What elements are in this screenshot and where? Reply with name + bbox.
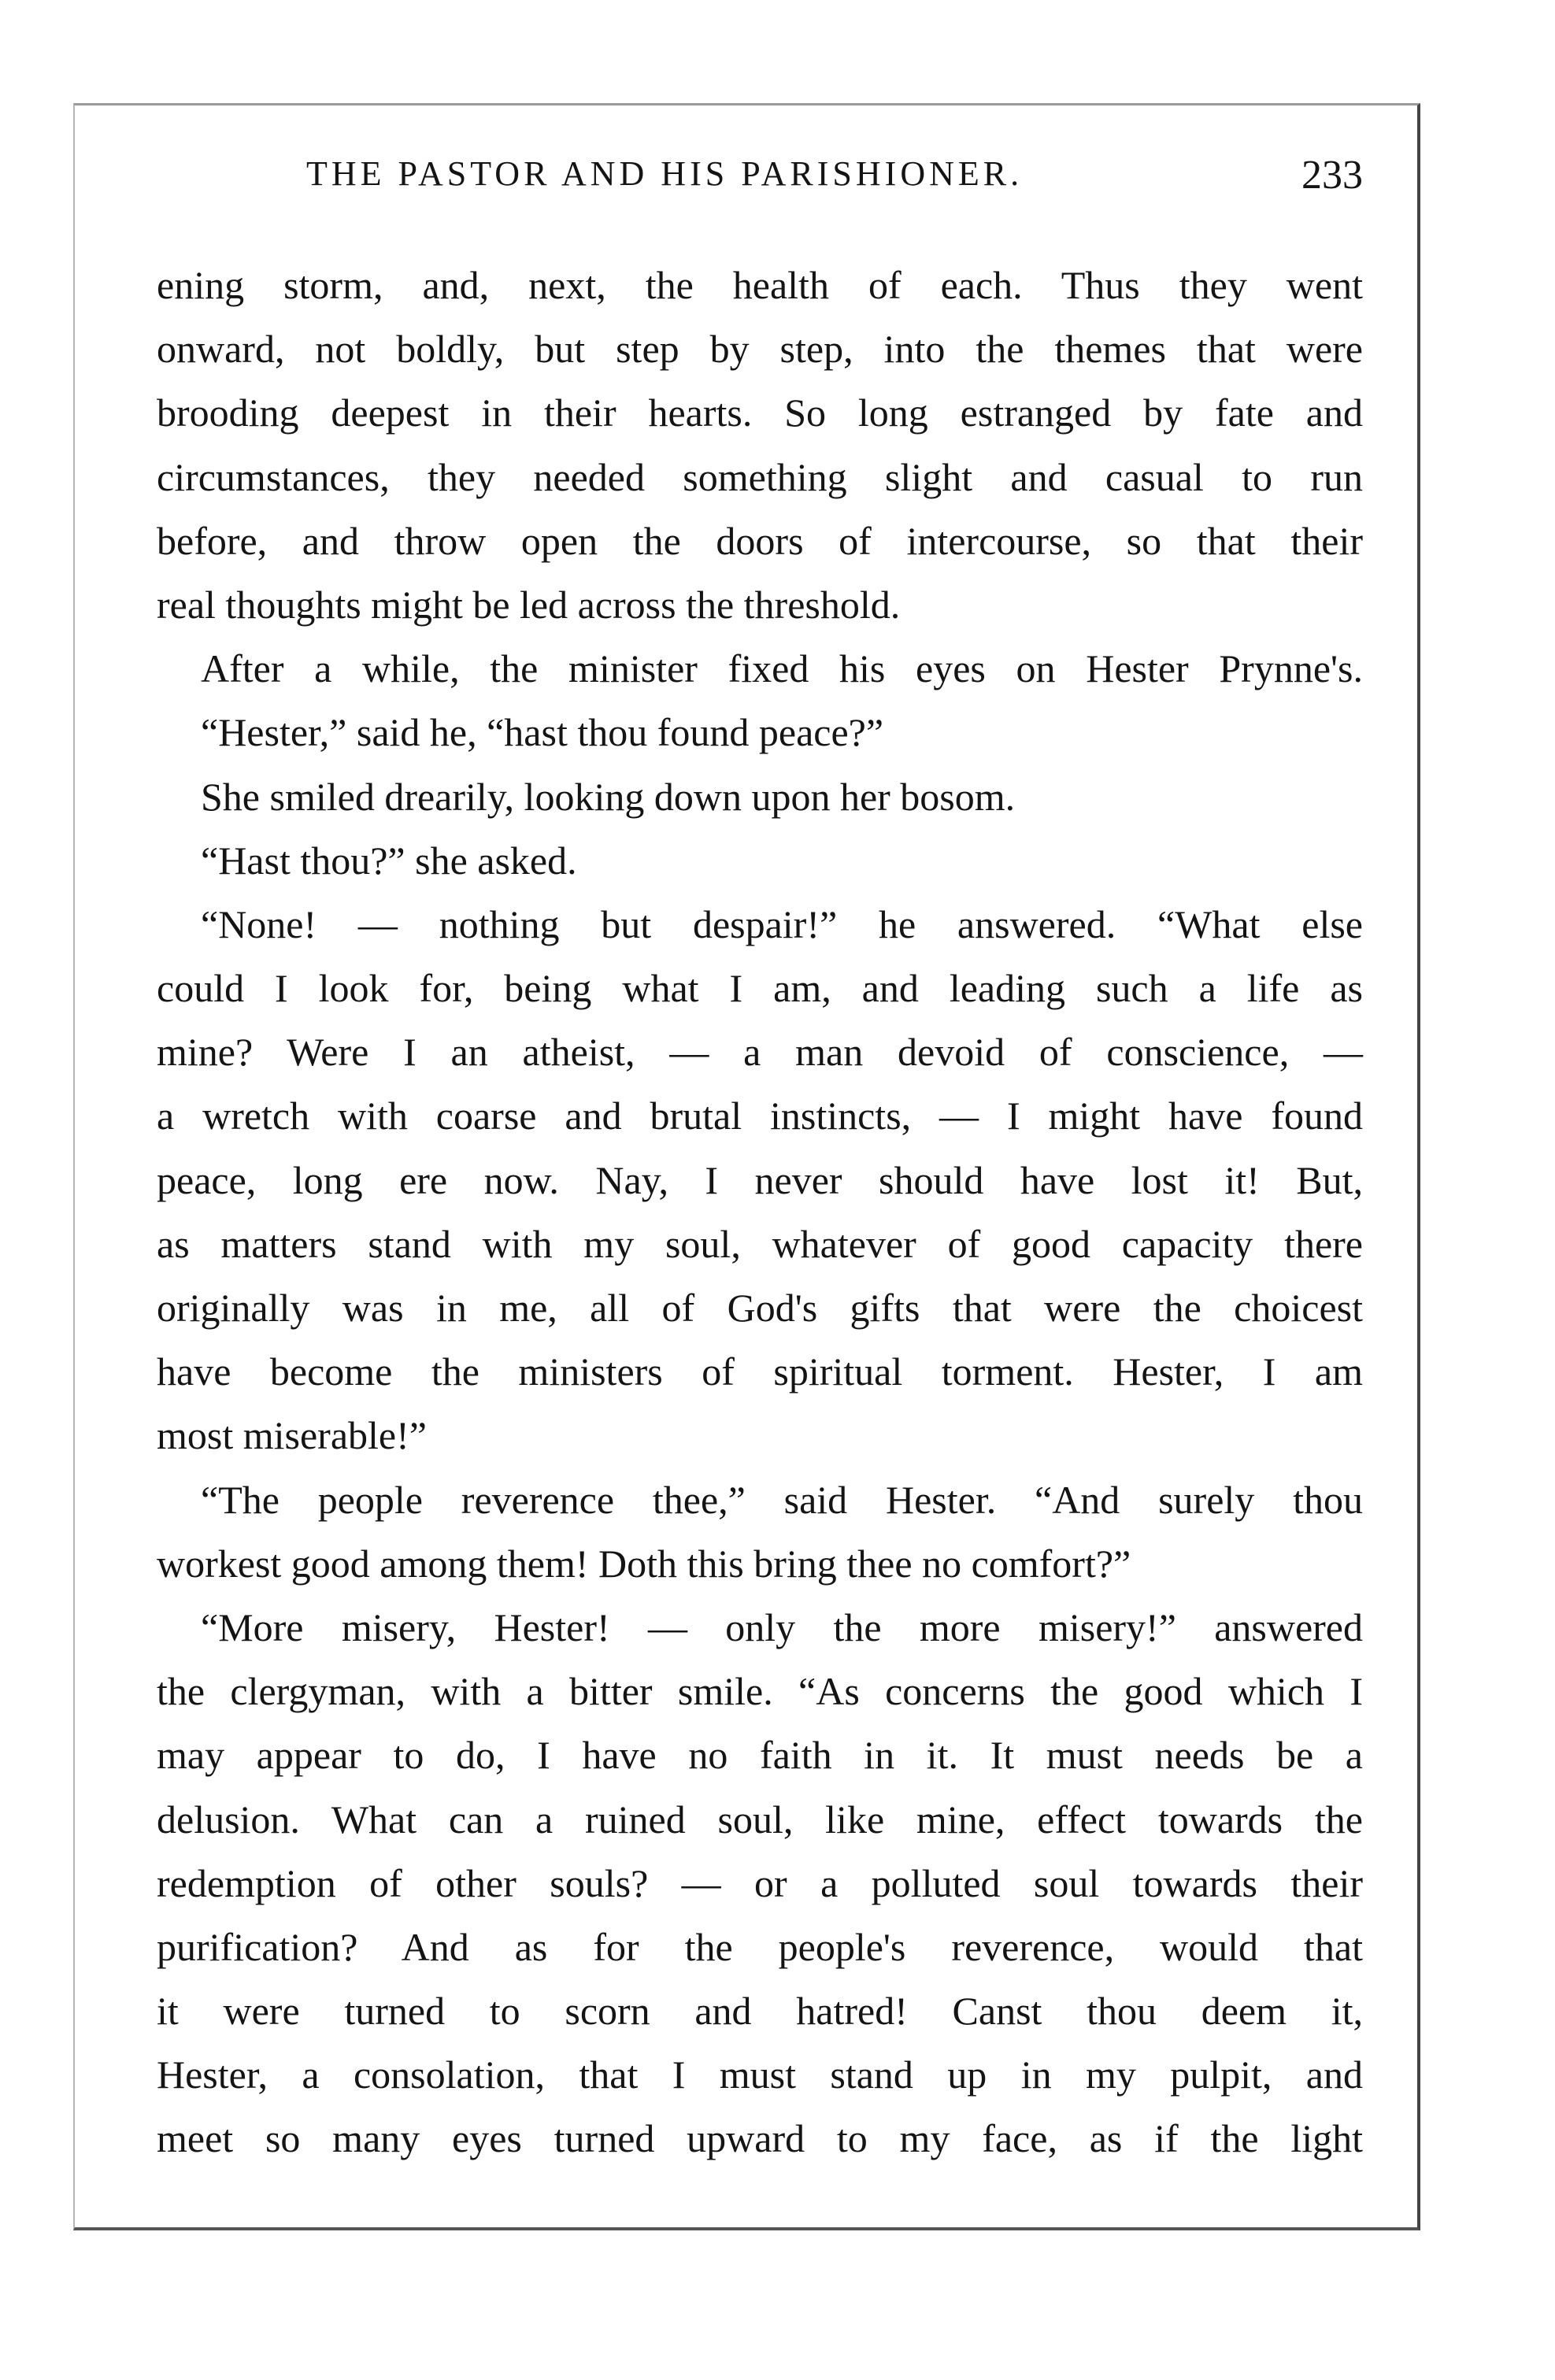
text-line: originally was in me, all of God's gifts that were the choicest bbox=[157, 1286, 1363, 1330]
text-line: “Hester,” said he, “hast thou found peace?” bbox=[201, 710, 884, 755]
text-line: it were turned to scorn and hatred! Canst thou deem it, bbox=[157, 1989, 1363, 2034]
text-line: purification? And as for the people's reverence, would that bbox=[157, 1924, 1363, 1969]
text-line: brooding deepest in their hearts. So long estranged by fate and bbox=[157, 390, 1363, 435]
text-line: peace, long ere now. Nay, I never should have lost it! But, bbox=[157, 1157, 1363, 1202]
text-line: real thoughts might be led across the threshold. bbox=[157, 582, 901, 627]
text-line: “Hast thou?” she asked. bbox=[201, 838, 577, 883]
text-line: “The people reverence thee,” said Hester. “And surely thou bbox=[201, 1477, 1363, 1522]
text-line: ening storm, and, next, the health of each. Thus they went bbox=[157, 263, 1363, 307]
text-line: mine? Were I an atheist, — a man devoid of conscience, — bbox=[157, 1030, 1363, 1075]
text-line: onward, not boldly, but step by step, into the themes that were bbox=[157, 327, 1363, 372]
text-line: a wretch with coarse and brutal instincts, — I might have found bbox=[157, 1094, 1363, 1138]
running-title: THE PASTOR AND HIS PARISHIONER. bbox=[306, 154, 1024, 193]
text-line: could I look for, being what I am, and leading such a life as bbox=[157, 966, 1363, 1011]
text-line: before, and throw open the doors of intercourse, so that their bbox=[157, 518, 1363, 563]
text-line: circumstances, they needed something slight and casual to run bbox=[157, 454, 1363, 499]
text-line: have become the ministers of spiritual torment. Hester, I am bbox=[157, 1349, 1363, 1394]
text-line: delusion. What can a ruined soul, like mine, effect towards the bbox=[157, 1797, 1363, 1841]
text-line: meet so many eyes turned upward to my face, as if the light bbox=[157, 2116, 1363, 2161]
page-body-text bbox=[157, 254, 1363, 2171]
text-line: “None! — nothing but despair!” he answered. “What else bbox=[201, 901, 1363, 946]
text-line: may appear to do, I have no faith in it. It must needs be a bbox=[157, 1733, 1363, 1778]
text-line: Hester, a consolation, that I must stand up in my pulpit, and bbox=[157, 2052, 1363, 2097]
text-line: as matters stand with my soul, whatever of good capacity there bbox=[157, 1221, 1363, 1266]
text-line: She smiled drearily, looking down upon her bosom. bbox=[201, 774, 1016, 819]
page-number: 233 bbox=[1301, 153, 1363, 198]
text-line: workest good among them! Doth this bring thee no comfort?” bbox=[157, 1541, 1131, 1586]
text-line: the clergyman, with a bitter smile. “As concerns the good which I bbox=[157, 1669, 1363, 1714]
page-header bbox=[157, 154, 1363, 201]
text-line: most miserable!” bbox=[157, 1413, 427, 1458]
text-line: After a while, the minister fixed his eyes on Hester Prynne's. bbox=[201, 646, 1363, 691]
text-line: “More misery, Hester! — only the more misery!” answered bbox=[201, 1605, 1363, 1649]
text-line: redemption of other souls? — or a polluted soul towards their bbox=[157, 1860, 1363, 1905]
